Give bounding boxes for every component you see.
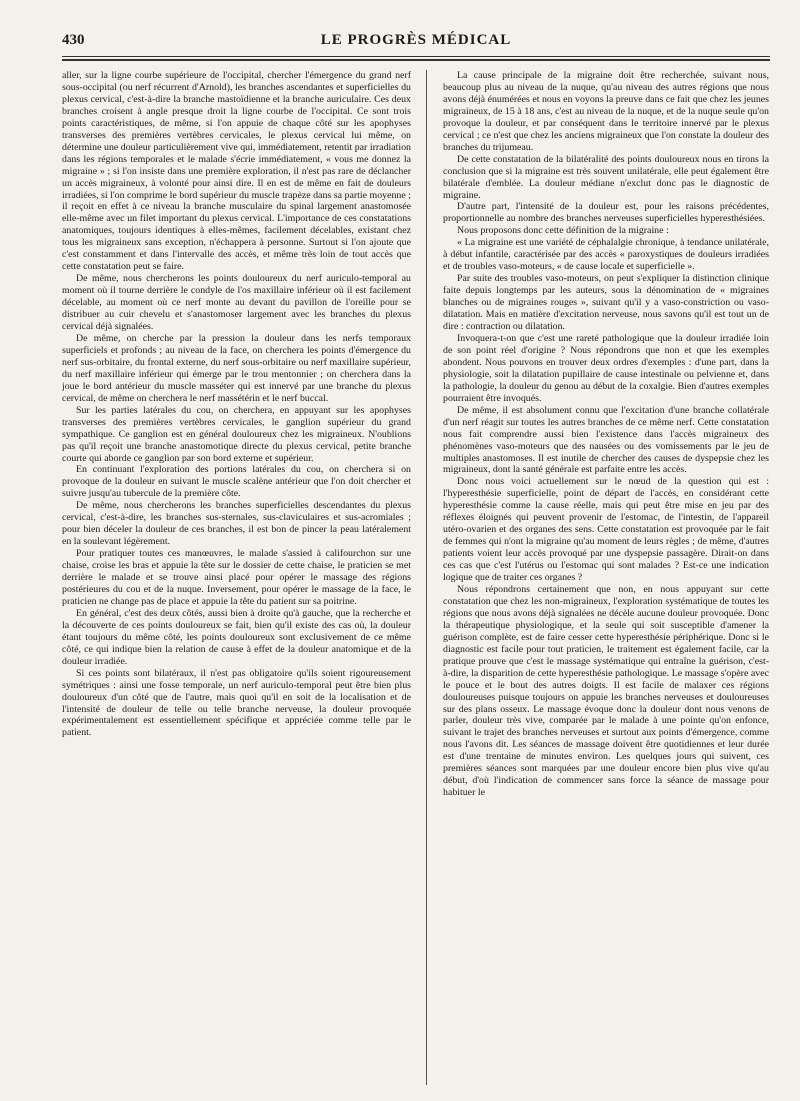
paragraph: Nous répondrons certainement que non, en nous appuyant sur cette constatation que chez les non-migraineux, l'exploration systématique de toutes les régions que nous avons déjà signalées ne décèle aucune douleur provoquée. Donc la thérapeutique physiologique, et la seule qui soit susceptible d'amener la guérison complète, est de faire cesser cette hyperesthésie périphérique. Donc si le diagnostic est facile pour tout praticien, le traitement est également facile, car la pratique prouve que c'est le massage systématique qui entraîne la guérison, c'est-à-dire, la disparition de cette hyperesthésie pathologique. Le massage s'opère avec le pouce et le bout des autres doigts. Il est facile de malaxer ces régions douloureuses puisque toujours on appuie les branches nerveuses et douloureuses sur des plans osseux. Le massage évoque donc la douleur dont nous venons de parler, douleur très vive, comparée par le malade à une pointe qu'on enfonce, suivant le trajet des branches nerveuses et surtout aux points d'émergence, comme nous l'avons dit. Les séances de massage doivent être quotidiennes et leur durée est d'une trentaine de minutes environ. Les quelques jours qui suivent, ces premières séances sont marquées par une douleur encore bien plus vive qu'au début, d'où l'indication de commencer sans force la séance de massage pour habituer le bbox=[443, 583, 769, 799]
paragraph: De même, il est absolument connu que l'excitation d'une branche collatérale d'un nerf réagit sur toutes les autres branches de ce même nerf. Cette constatation nous fait comprendre aussi bien l'existence dans l'accès migraineux des phénomènes vaso-moteurs que des nausées ou des vomissements par le jeu de multiples anastomoses. Il est inutile de chercher des causes de dyspepsie chez les migraineux, dont la santé générale est parfaite entre les accès. bbox=[443, 404, 769, 476]
column-divider bbox=[426, 70, 427, 1085]
definition-quote: « La migraine est une variété de céphalalgie chronique, à tendance unilatérale, à début infantile, caractérisée par des accès « paroxystiques de douleurs irradiées et de troubles vaso-moteurs, « de cause locale et superficielle ». bbox=[443, 237, 769, 273]
paragraph: La cause principale de la migraine doit être recherchée, suivant nous, beaucoup plus au niveau de la nuque, qu'au niveau des autres régions que nous avons déjà énumérées et nous en voyons la preuve dans ce fait que chez les jeunes migraineux, de 15 à 18 ans, c'est au niveau de la nuque, et de la nuque seule qu'on provoque la douleur, et par conséquent dans le territoire innervé par le plexus cervical ; ce n'est que chez les anciens migraineux que l'on constate la douleur des branches du trijumeau. bbox=[443, 70, 769, 153]
paragraph: De même, on cherche par la pression la douleur dans les nerfs temporaux superficiels et profonds ; au niveau de la face, on cherchera les points d'émergence du nerf sus-orbitaire, du frontal externe, du nerf sous-orbitaire ou nerf maxillaire supérieur, du nerf maxillaire inférieur qui émerge par le trou mentonnier ; on cherchera dans la joue le bord antérieur du muscle masséter qui est innervé par une branche du plexus cervical, de même on cherchera le nerf massétérin et le nerf buccal. bbox=[62, 332, 411, 404]
paragraph: aller, sur la ligne courbe supérieure de l'occipital, chercher l'émergence du grand nerf sous-occipital (ou nerf récurrent d'Arnold), les branches ascendantes et superficielles du plexus cervical, c'est-à-dire la branche mastoïdienne et la branche auriculaire. Ces deux branches croisent à angle presque droit la ligne courbe de l'occipital. Ce sont trois points caractéristiques, de même, si l'on appuie de chaque côté sur les apophyses transverses des premières vertèbres cervicales, le plexus cervical lui même, on détermine une douleur particulièrement vive qui, immédiatement, retentit par irradiation dans les régions temporales et le malade s'écrie immédiatement, « vous me donnez la migraine » ; si l'on insiste dans une première exploration, il n'est pas rare de déclancher un accès migraineux, à volonté pour ainsi dire. Il en est de même en fait de douleurs irradiées, si l'on comprime le bord supérieur du muscle trapèze dans sa partie moyenne ; il reçoit en effet à ce niveau la branche musculaire du spinal largement anastomosée elle-même avec un filet important du plexus cervical. L'importance de ces constatations anatomiques, toujours identiques à elles-mêmes, facilement décelables, existant chez tous les migraineux sans exception, n'échappera à personne. Surtout si l'on ajoute que c'est constamment et dans l'intervalle des accès, et même très loin de tout accès que cette constatation peut se faire. bbox=[62, 70, 411, 273]
paragraph: Par suite des troubles vaso-moteurs, on peut s'expliquer la distinction clinique faite depuis longtemps par les auteurs, sous la dénomination de « migraines blanches ou de migraines rouges », suivant qu'il y a vaso-constriction ou vaso-dilatation. Mais en matière d'excitation nerveuse, nous savons qu'il est tout un de dire : contraction ou dilatation. bbox=[443, 273, 769, 333]
header-rule bbox=[62, 56, 770, 61]
page-number: 430 bbox=[62, 32, 85, 48]
paragraph: De même, nous chercherons les branches superficielles descendantes du plexus cervical, c'est-à-dire, les branches sus-sternales, sus-claviculaires et sus-acromiales ; pour bien déceler la douleur de ces branches, il est bon de pincer la peau latéralement en la soulevant légèrement. bbox=[62, 500, 411, 548]
page-header bbox=[62, 30, 770, 54]
right-column bbox=[443, 70, 769, 1085]
paragraph: Pour pratiquer toutes ces manœuvres, le malade s'assied à califourchon sur une chaise, croise les bras et appuie la tête sur le dossier de cette chaise, le praticien se met derrière le malade et se trouve ainsi placé pour opérer le massage des régions postérieures du cou et de la nuque. Inversement, pour opérer le massage de la face, le praticien ne change pas de place et appuie la tête du patient sur sa poitrine. bbox=[62, 548, 411, 607]
paragraph: Sur les parties latérales du cou, on cherchera, en appuyant sur les apophyses transverses des premières vertèbres cervicales, le ganglion supérieur du grand sympathique. Ce ganglion est en général douloureux chez les migraineux. N'oublions pas qu'il reçoit une branche anastomotique directe du plexus cervical, petite branche courte qui aborde ce ganglion par son bord externe et supérieur. bbox=[62, 404, 411, 464]
paragraph: En général, c'est des deux côtés, aussi bien à droite qu'à gauche, que la recherche et la découverte de ces points douloureux se fait, bien qu'il existe des cas où, la douleur étant toujours du même côté, les points douloureux sont exclusivement de ce même côté, ce qui indique bien la relation de cause à effet de la douleur anatomique et de la douleur irradiée. bbox=[62, 607, 411, 667]
paragraph: D'autre part, l'intensité de la douleur est, pour les raisons précédentes, proportionnelle au nombre des branches nerveuses superficielles hyperesthésiées. bbox=[443, 201, 769, 225]
paragraph: Si ces points sont bilatéraux, il n'est pas obligatoire qu'ils soient rigoureusement symétriques : ainsi une fosse temporale, un nerf auriculo-temporal peut être bien plus douloureux d'un côté que de l'autre, mais quoi qu'il en soit de la localisation et de l'intensité de douleur de telle ou telle branche nerveuse, la douleur provoquée expérimentalement est essentiellement spécifique et appréciée comme telle par le patient. bbox=[62, 667, 411, 739]
paragraph: De même, nous chercherons les points douloureux du nerf auriculo-temporal au moment où il tourne derrière le condyle de l'os maxillaire inférieur où il est facilement décelable, au moment où ce nerf monte au devant du pavillon de l'oreille pour se distribuer au cuir chevelu et s'anastomoser largement avec les branches du plexus cervical déjà signalées. bbox=[62, 273, 411, 333]
paragraph: Invoquera-t-on que c'est une rareté pathologique que la douleur irradiée loin de son point réel d'origine ? Nous répondrons que non et que les exemples abondent. Nous pouvons en trouver deux ordres d'exemples : d'une part, dans la physiologie, soit la dilatation pupillaire de cause intestinale ou pelvienne et, dans la pathologie, la douleur du genou au début de la coxalgie. Bien d'autres exemples pourraient être invoqués. bbox=[443, 332, 769, 404]
paragraph: Donc nous voici actuellement sur le nœud de la question qui est : l'hyperesthésie superficielle, point de départ de l'accès, en considérant cette hyperesthésie comme la cause réelle, mais qui peut être mise en jeu par des réflexes éloignés qui peuvent provenir de l'estomac, de l'intestin, de l'appareil utéro-ovarien et des organes des sens. Cette constatation est provoquée par le fait de femmes qui n'ont la migraine qu'au moment de leurs règles ; de même, d'autres patients voient leur accès provoqué par une dyspepsie passagère. Dirait-on dans ces cas que c'est l'utérus ou l'estomac qui sont malades ? Est-ce une indication logique que de traiter ces organes ? bbox=[443, 476, 769, 584]
running-head: LE PROGRÈS MÉDICAL bbox=[320, 32, 512, 48]
left-column bbox=[62, 70, 411, 1085]
paragraph: De cette constatation de la bilatéralité des points douloureux nous en tirons la conclusion que si la migraine est très souvent unilatérale, elle peut également être bilatérale d'emblée. La douleur médiane n'exclut donc pas le diagnostic de migraine. bbox=[443, 153, 769, 201]
paragraph: Nous proposons donc cette définition de la migraine : bbox=[457, 225, 669, 237]
paragraph: En continuant l'exploration des portions latérales du cou, on cherchera si on provoque de la douleur en suivant le muscle scalène antérieur que l'on doit chercher et suivre jusqu'au tubercule de la première côte. bbox=[62, 464, 411, 500]
